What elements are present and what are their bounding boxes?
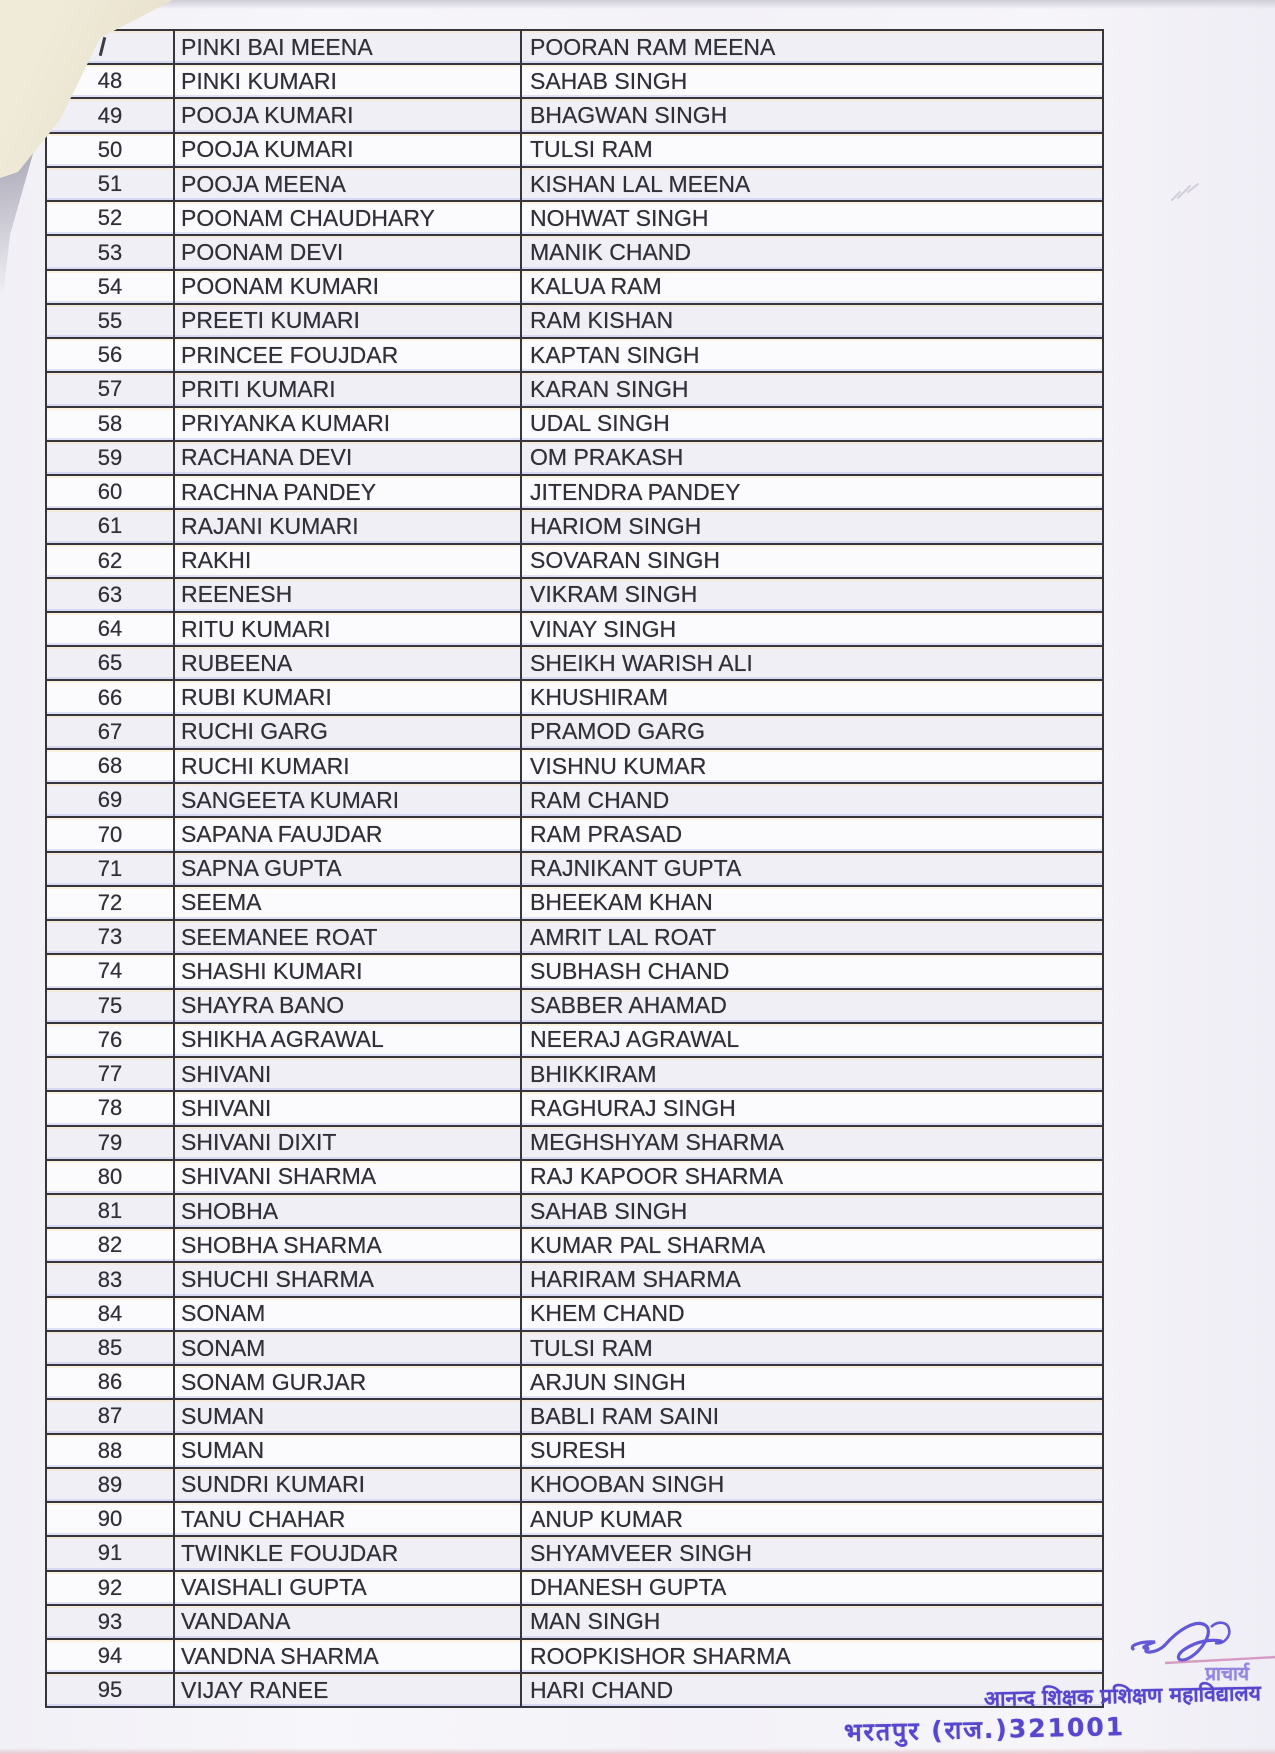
serial-cell: 83 — [47, 1263, 175, 1295]
father-name-cell: KISHAN LAL MEENA — [530, 170, 751, 197]
serial-cell: 68 — [47, 750, 175, 782]
serial-cell: 49 — [47, 99, 175, 131]
name-cell: PRIYANKA KUMARI — [175, 408, 522, 440]
name-cell: RAJANI KUMARI — [175, 510, 522, 542]
table-row — [47, 1537, 1102, 1571]
name-cell: RACHANA DEVI — [175, 442, 522, 474]
father-name-cell: NEERAJ AGRAWAL — [530, 1026, 740, 1053]
name-cell: SONAM — [175, 1298, 522, 1330]
name-cell: RUCHI GARG — [175, 716, 522, 748]
serial-cell: 55 — [47, 305, 175, 337]
name-cell: SHIVANI SHARMA — [175, 1161, 522, 1193]
serial-cell: 93 — [47, 1606, 175, 1638]
serial-cell: 67 — [47, 716, 175, 748]
serial-cell: 77 — [47, 1058, 175, 1090]
serial-cell: 56 — [47, 339, 175, 371]
father-name-cell: SUBHASH CHAND — [530, 957, 730, 984]
father-name-cell: KHEM CHAND — [530, 1300, 685, 1327]
father-name-cell: BABLI RAM SAINI — [530, 1402, 720, 1429]
father-name-cell: KAPTAN SINGH — [530, 341, 700, 368]
name-cell: PINKI BAI MEENA — [175, 31, 522, 63]
serial-cell: 75 — [47, 990, 175, 1022]
table-row — [47, 99, 1102, 133]
serial-cell: 62 — [47, 545, 175, 577]
table-row — [47, 271, 1102, 305]
father-name-cell: ANUP KUMAR — [530, 1505, 683, 1532]
table-row — [47, 681, 1102, 715]
serial-cell: 66 — [47, 681, 175, 713]
serial-cell: 81 — [47, 1195, 175, 1227]
table-row — [47, 955, 1102, 989]
stamp-designation: प्राचार्य — [1205, 1663, 1249, 1685]
pencil-scribble — [1168, 178, 1208, 208]
name-cell: SHUCHI SHARMA — [175, 1263, 522, 1295]
father-name-cell: OM PRAKASH — [530, 444, 684, 471]
name-cell: POONAM KUMARI — [175, 271, 522, 303]
name-cell: SUMAN — [175, 1435, 522, 1467]
name-cell: SEEMA — [175, 887, 522, 919]
name-cell: PREETI KUMARI — [175, 305, 522, 337]
father-name-cell: POORAN RAM MEENA — [530, 33, 776, 60]
table-row — [47, 442, 1102, 476]
table-row — [47, 1127, 1102, 1161]
name-cell: VIJAY RANEE — [175, 1674, 522, 1706]
father-name-cell: NOHWAT SINGH — [530, 204, 709, 231]
father-name-cell: MEGHSHYAM SHARMA — [530, 1129, 784, 1156]
serial-cell: 74 — [47, 955, 175, 987]
name-cell: POONAM CHAUDHARY — [175, 202, 522, 234]
college-stamp-line1: आनन्द शिक्षक प्रशिक्षण महाविद्यालय — [983, 1681, 1262, 1711]
name-cell: SHOBHA — [175, 1195, 522, 1227]
name-cell: SHIVANI — [175, 1058, 522, 1090]
father-name-cell: BHIKKIRAM — [530, 1060, 657, 1087]
name-cell: TWINKLE FOUJDAR — [175, 1537, 522, 1569]
table-row — [47, 1640, 1102, 1674]
serial-cell: 54 — [47, 271, 175, 303]
serial-cell: 79 — [47, 1127, 175, 1159]
serial-cell: 72 — [47, 887, 175, 919]
serial-cell: 63 — [47, 579, 175, 611]
name-cell: RAKHI — [175, 545, 522, 577]
table-row — [47, 236, 1102, 270]
name-cell: REENESH — [175, 579, 522, 611]
father-name-cell: ARJUN SINGH — [530, 1368, 686, 1395]
table-row — [47, 1195, 1102, 1229]
table-row — [47, 202, 1102, 236]
table-row — [47, 1503, 1102, 1537]
name-cell: SUMAN — [175, 1400, 522, 1432]
table-row — [47, 750, 1102, 784]
serial-cell: 60 — [47, 476, 175, 508]
father-name-cell: RAGHURAJ SINGH — [530, 1094, 736, 1121]
serial-cell: 52 — [47, 202, 175, 234]
father-name-cell: PRAMOD GARG — [530, 718, 706, 745]
father-name-cell: SAHAB SINGH — [530, 67, 688, 94]
father-name-cell: RAJNIKANT GUPTA — [530, 855, 742, 882]
name-cell: TANU CHAHAR — [175, 1503, 522, 1535]
serial-cell: 87 — [47, 1400, 175, 1432]
father-name-cell: HARIOM SINGH — [530, 512, 702, 539]
father-name-cell: BHAGWAN SINGH — [530, 102, 728, 129]
table-row — [47, 853, 1102, 887]
father-name-cell: ROOPKISHOR SHARMA — [530, 1642, 791, 1669]
table-row — [47, 1674, 1102, 1708]
table-row — [47, 339, 1102, 373]
table-row — [47, 510, 1102, 544]
serial-cell: 61 — [47, 510, 175, 542]
father-name-cell: KHOOBAN SINGH — [530, 1471, 725, 1498]
father-name-cell: KARAN SINGH — [530, 375, 689, 402]
table-row — [47, 579, 1102, 613]
name-cell: RUBI KUMARI — [175, 681, 522, 713]
father-name-cell: KALUA RAM — [530, 273, 662, 300]
name-cell: SHIVANI DIXIT — [175, 1127, 522, 1159]
table-row — [47, 1400, 1102, 1434]
father-name-cell: KUMAR PAL SHARMA — [530, 1231, 766, 1258]
serial-cell: 82 — [47, 1229, 175, 1261]
serial-cell: 91 — [47, 1537, 175, 1569]
table-row — [47, 545, 1102, 579]
father-name-cell: TULSI RAM — [530, 1334, 653, 1361]
name-cell: SHIKHA AGRAWAL — [175, 1024, 522, 1056]
scanner-edge-shadow — [150, 0, 1275, 9]
name-cell: PRINCEE FOUJDAR — [175, 339, 522, 371]
name-cell: SONAM — [175, 1332, 522, 1364]
father-name-cell: HARI CHAND — [530, 1676, 674, 1703]
table-row — [47, 887, 1102, 921]
fold-shadow — [0, 150, 46, 340]
serial-cell: 69 — [47, 784, 175, 816]
table-row — [47, 134, 1102, 168]
father-name-cell: HARIRAM SHARMA — [530, 1266, 741, 1293]
father-name-cell: SABBER AHAMAD — [530, 992, 727, 1019]
table-row — [47, 168, 1102, 202]
name-cell: RITU KUMARI — [175, 613, 522, 645]
name-cell: SAPANA FAUJDAR — [175, 818, 522, 850]
name-cell: SONAM GURJAR — [175, 1366, 522, 1398]
table-row — [47, 818, 1102, 852]
serial-cell: 50 — [47, 134, 175, 166]
father-name-cell: TULSI RAM — [530, 136, 653, 163]
father-name-cell: DHANESH GUPTA — [530, 1574, 727, 1601]
father-name-cell: RAM PRASAD — [530, 821, 683, 847]
name-cell: POONAM DEVI — [175, 236, 522, 268]
father-name-cell: BHEEKAM KHAN — [530, 889, 713, 916]
father-name-cell: MAN SINGH — [530, 1608, 661, 1635]
name-cell: RUCHI KUMARI — [175, 750, 522, 782]
name-cell: VAISHALI GUPTA — [175, 1572, 522, 1604]
serial-cell: 78 — [47, 1092, 175, 1124]
serial-cell: 51 — [47, 168, 175, 200]
table-row — [47, 1263, 1102, 1297]
table-row — [47, 1435, 1102, 1469]
signature — [1125, 1615, 1275, 1685]
father-name-cell: SHEIKH WARISH ALI — [530, 649, 753, 676]
father-name-cell: MANIK CHAND — [530, 239, 692, 266]
father-name-cell: VISHNU KUMAR — [530, 752, 707, 779]
college-stamp-line2: भरतपुर (राज.)321001 — [843, 1712, 1126, 1747]
serial-cell: 76 — [47, 1024, 175, 1056]
serial-cell: 70 — [47, 818, 175, 850]
name-cell: SHOBHA SHARMA — [175, 1229, 522, 1261]
table-row — [47, 784, 1102, 818]
serial-cell: 48 — [47, 65, 175, 97]
serial-cell: 64 — [47, 613, 175, 645]
serial-cell: 85 — [47, 1332, 175, 1364]
serial-cell: 94 — [47, 1640, 175, 1672]
table-row — [47, 373, 1102, 407]
table-row — [47, 1058, 1102, 1092]
table-row — [47, 1366, 1102, 1400]
table-row — [47, 1298, 1102, 1332]
name-cell: RACHNA PANDEY — [175, 476, 522, 508]
serial-cell: 57 — [47, 373, 175, 405]
serial-cell: 73 — [47, 921, 175, 953]
table-row — [47, 1469, 1102, 1503]
table-row — [47, 613, 1102, 647]
table-row — [47, 31, 1102, 65]
table-row — [47, 647, 1102, 681]
table-row — [47, 1229, 1102, 1263]
serial-cell: 90 — [47, 1503, 175, 1535]
table-row — [47, 716, 1102, 750]
roster-table — [45, 29, 1104, 1708]
father-name-cell: SAHAB SINGH — [530, 1197, 688, 1224]
serial-cell: 80 — [47, 1161, 175, 1193]
serial-cell: 86 — [47, 1366, 175, 1398]
name-cell: VANDANA — [175, 1606, 522, 1638]
table-row — [47, 921, 1102, 955]
father-name-cell: KHUSHIRAM — [530, 684, 669, 711]
table-row — [47, 1092, 1102, 1126]
name-cell: VANDNA SHARMA — [175, 1640, 522, 1672]
father-name-cell: SURESH — [530, 1437, 626, 1464]
table-row — [47, 476, 1102, 510]
name-cell: SAPNA GUPTA — [175, 853, 522, 885]
serial-cell: 88 — [47, 1435, 175, 1467]
name-cell: SHASHI KUMARI — [175, 955, 522, 987]
serial-cell: 95 — [47, 1674, 175, 1706]
name-cell: SHAYRA BANO — [175, 990, 522, 1022]
serial-cell: 58 — [47, 408, 175, 440]
serial-cell: 89 — [47, 1469, 175, 1501]
name-cell: PRITI KUMARI — [175, 373, 522, 405]
table-row — [47, 65, 1102, 99]
father-name-cell: UDAL SINGH — [530, 410, 670, 437]
name-cell: PINKI KUMARI — [175, 65, 522, 97]
name-cell: POOJA MEENA — [175, 168, 522, 200]
table-row — [47, 1161, 1102, 1195]
serial-cell: 59 — [47, 442, 175, 474]
father-name-cell: RAM KISHAN — [530, 307, 674, 334]
name-cell: POOJA KUMARI — [175, 99, 522, 131]
name-cell: POOJA KUMARI — [175, 134, 522, 166]
father-name-cell: JITENDRA PANDEY — [530, 478, 741, 505]
serial-cell: 84 — [47, 1298, 175, 1330]
father-name-cell: RAJ KAPOOR SHARMA — [530, 1163, 784, 1190]
father-name-cell: AMRIT LAL ROAT — [530, 923, 717, 950]
name-cell: SHIVANI — [175, 1092, 522, 1124]
name-cell: SUNDRI KUMARI — [175, 1469, 522, 1501]
father-name-cell: VINAY SINGH — [530, 615, 677, 642]
table-row — [47, 408, 1102, 442]
serial-cell: 65 — [47, 647, 175, 679]
father-name-cell: SHYAMVEER SINGH — [530, 1539, 752, 1566]
name-cell: SANGEETA KUMARI — [175, 784, 522, 816]
name-cell: SEEMANEE ROAT — [175, 921, 522, 953]
serial-cell: 92 — [47, 1572, 175, 1604]
table-row — [47, 1606, 1102, 1640]
father-name-cell: SOVARAN SINGH — [530, 547, 720, 574]
table-row — [47, 990, 1102, 1024]
table-row — [47, 1024, 1102, 1058]
table-row — [47, 1332, 1102, 1366]
table-row — [47, 305, 1102, 339]
table-row — [47, 1572, 1102, 1606]
scanner-bottom-edge — [0, 1748, 1275, 1754]
name-cell: RUBEENA — [175, 647, 522, 679]
serial-cell: 71 — [47, 853, 175, 885]
father-name-cell: RAM CHAND — [530, 786, 670, 813]
serial-cell: 53 — [47, 236, 175, 268]
father-name-cell: VIKRAM SINGH — [530, 581, 698, 608]
